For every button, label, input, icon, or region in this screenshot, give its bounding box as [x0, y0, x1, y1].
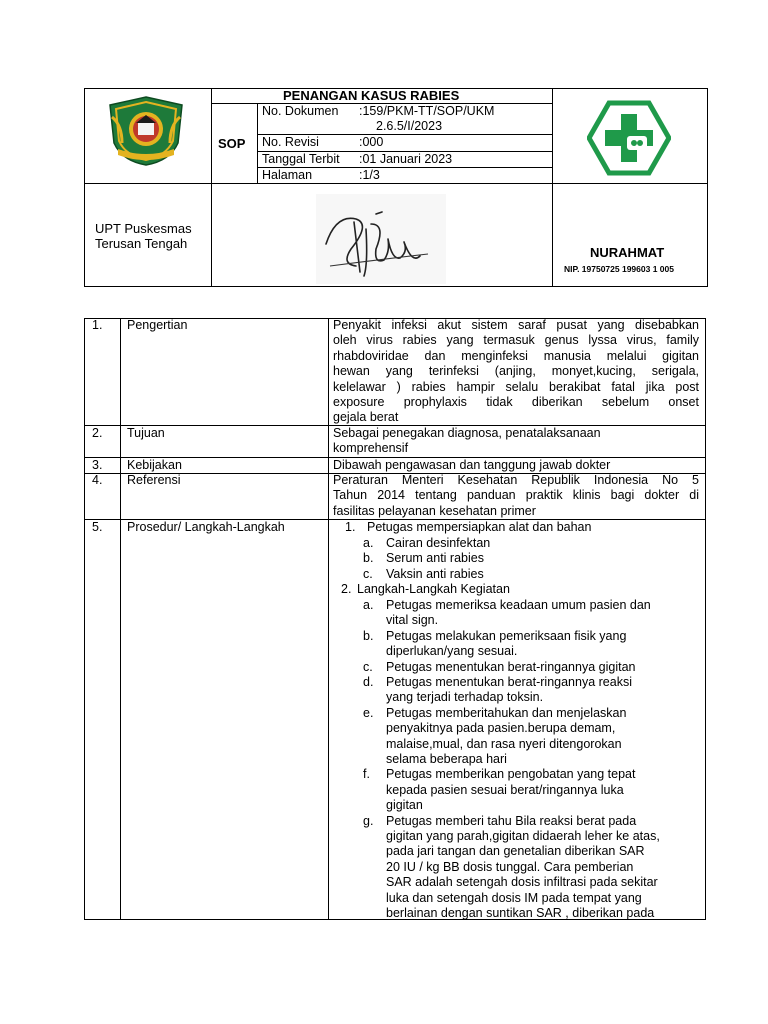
paragraph-line: kelelawar ) rabies hampir selalu berakibat fatal jika post [333, 379, 699, 394]
list-item-line: diperlukan/yang sesuai. [386, 644, 518, 659]
list-item-line: Petugas menentukan berat-ringannya reaksi [386, 675, 632, 689]
doc-number-label: No. Dokumen [262, 104, 339, 118]
header-divider [211, 88, 212, 287]
row-label-kebijakan: Kebijakan [127, 458, 182, 472]
row-number: 3. [92, 458, 103, 472]
tujuan-text [333, 426, 699, 457]
paragraph-line: rhabdoviridae dan menginfeksi manusia melalui gigitan [333, 348, 699, 363]
header-divider [257, 103, 258, 184]
list-item-line: gigitan [386, 798, 423, 813]
row-number: 1. [92, 318, 103, 332]
doc-number-value: :159/PKM-TT/SOP/UKM [359, 104, 495, 118]
list-item-line: Petugas memberikan pengobatan yang tepat [386, 767, 636, 782]
step-number: 2. [341, 582, 352, 596]
list-item-line: yang terjadi terhadap toksin. [386, 690, 544, 705]
pengertian-text [333, 318, 699, 426]
list-marker: b. [363, 551, 374, 565]
signer-name: NURAHMAT [590, 245, 665, 260]
signer-nip: NIP. 19750725 199603 1 005 [564, 264, 674, 274]
issue-date-label: Tanggal Terbit [262, 152, 340, 166]
paragraph-line: hewan yang terinfeksi (anjing, monyet,kucing, serigala, [333, 364, 699, 379]
issue-date-value: :01 Januari 2023 [359, 152, 453, 166]
header-divider [84, 183, 708, 184]
paragraph-line: Peraturan Menteri Kesehatan Republik Indonesia No 5 [333, 473, 699, 487]
list-item-line: penyakitnya pada pasien.berupa demam, [386, 721, 616, 736]
list-item-line: Petugas memeriksa keadaan umum pasien dan [386, 598, 651, 612]
paragraph-line: fasilitas pelayanan kesehatan primer [333, 503, 536, 518]
list-item-line: Petugas memberi tahu Bila reaksi berat pada [386, 813, 637, 828]
revision-value: :000 [359, 135, 384, 149]
list-marker: a. [363, 598, 374, 612]
step-title: Langkah-Langkah Kegiatan [357, 582, 510, 596]
list-item-line: malaise,mual, dan rasa nyeri ditengorokan [386, 736, 622, 751]
step-title: Petugas mempersiapkan alat dan bahan [367, 520, 592, 534]
paragraph-line: exposure prophylaxis tidak diberikan sebelum onset [333, 394, 699, 409]
list-item-line: luka dan setengah dosis IM pada tempat yang [386, 890, 642, 905]
paragraph-line: oleh virus rabies yang termasuk genus lyssa virus, family [333, 333, 699, 348]
org-name-line-2: Terusan Tengah [95, 236, 188, 251]
table-divider [328, 318, 329, 920]
paragraph-line: Tahun 2014 tentang panduan praktik klinis bagi dokter di [333, 488, 699, 503]
list-marker: g. [363, 813, 374, 828]
list-item: Cairan desinfektan [386, 536, 491, 550]
row-label-referensi: Referensi [127, 473, 181, 487]
paragraph-line: Penyakit infeksi akut sistem saraf pusat yang disebabkan [333, 318, 699, 332]
list-marker: d. [363, 675, 374, 689]
row-label-tujuan: Tujuan [127, 426, 165, 440]
list-item-line: pada jari tangan dan genetalian diberikan SAR [386, 844, 645, 859]
list-marker: a. [363, 536, 374, 550]
row-label-pengertian: Pengertian [127, 318, 188, 332]
list-item-line: vital sign. [386, 613, 439, 628]
list-marker: e. [363, 705, 374, 720]
page-value: :1/3 [359, 168, 380, 182]
row-number: 4. [92, 473, 103, 487]
list-marker: c. [363, 659, 373, 674]
paragraph-line: gejala berat [333, 410, 399, 425]
table-divider [120, 318, 121, 920]
org-name-line-1: UPT Puskesmas [95, 221, 192, 236]
list-marker: f. [363, 767, 370, 782]
list-item-line: berlainan dengan suntikan SAR , diberikan pada [386, 906, 655, 920]
signature-image [316, 194, 446, 284]
sop-label: SOP [218, 136, 246, 151]
list-item-line: Petugas melakukan pemeriksaan fisik yang [386, 628, 627, 643]
step-number: 1. [345, 520, 356, 534]
list-item: Serum anti rabies [386, 551, 484, 565]
referensi-text [333, 473, 699, 519]
list-item-line: SAR adalah setengah dosis infiltrasi pada sekitar [386, 875, 658, 890]
paragraph-line: komprehensif [333, 441, 409, 456]
list-marker: b. [363, 628, 374, 643]
revision-label: No. Revisi [262, 135, 319, 149]
list-item-line: Petugas memberitahukan dan menjelaskan [386, 705, 627, 720]
puskesmas-logo [587, 100, 671, 176]
list-item-line: 20 IU / kg BB dosis tunggal. Cara pemberian [386, 859, 634, 874]
list-marker: c. [363, 567, 373, 581]
list-item-line: kepada pasien sesuai berat/ringannya luka [386, 782, 624, 797]
document-title: PENANGAN KASUS RABIES [283, 88, 460, 103]
doc-number-value-2: 2.6.5/I/2023 [376, 119, 443, 133]
list-item-line: gigitan yang parah,gigitan didaerah leher ke atas, [386, 829, 660, 843]
list-item-line: Petugas menentukan berat-ringannya gigitan [386, 659, 636, 674]
regional-emblem-logo [104, 95, 188, 167]
list-item: Vaksin anti rabies [386, 567, 484, 581]
kebijakan-text: Dibawah pengawasan dan tanggung jawab dokter [333, 458, 611, 472]
row-label-prosedur: Prosedur/ Langkah-Langkah [127, 520, 285, 534]
row-number: 2. [92, 426, 103, 440]
header-divider [552, 88, 553, 287]
page-label: Halaman [262, 168, 313, 182]
row-number: 5. [92, 520, 103, 534]
list-item-line: selama beberapa hari [386, 752, 507, 766]
paragraph-line: Sebagai penegakan diagnosa, penatalaksanaan [333, 426, 601, 440]
